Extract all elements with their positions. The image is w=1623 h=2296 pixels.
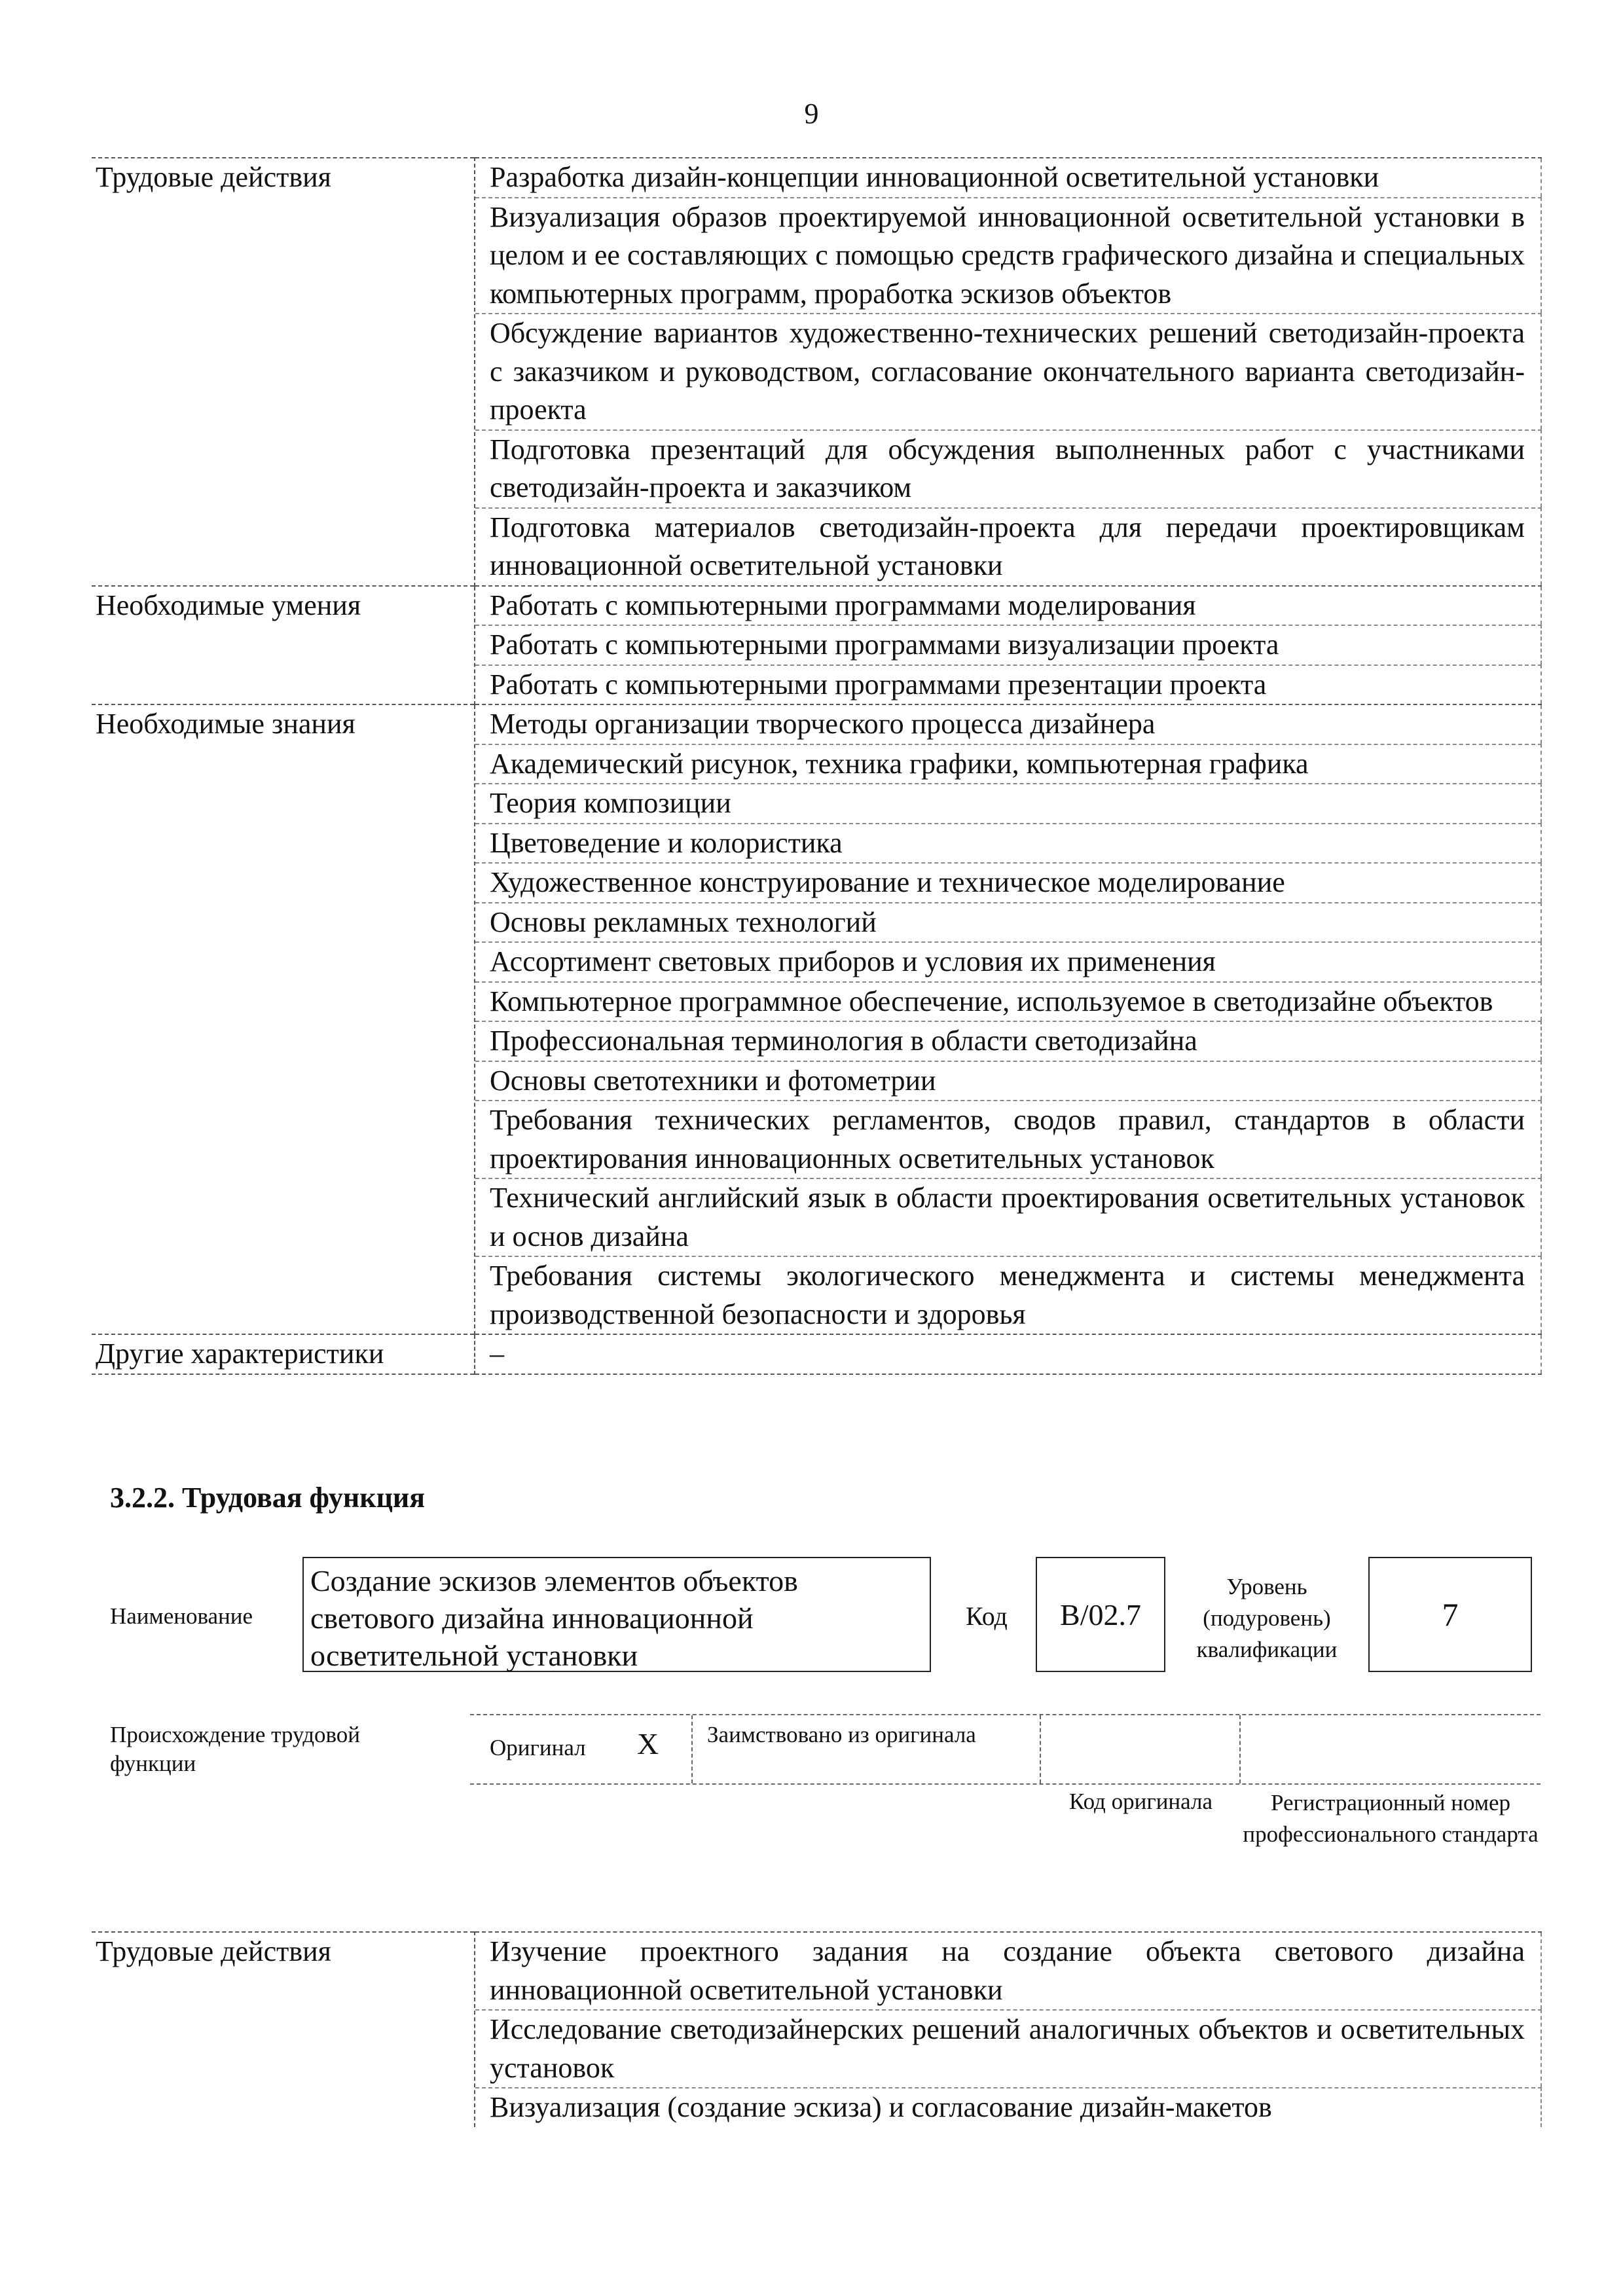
code-label: Код	[966, 1601, 1008, 1631]
code-original-cell	[1041, 1715, 1241, 1783]
row-heading: Другие характеристики	[92, 1334, 475, 1374]
level-label: Уровень (подуровень) квалификации	[1196, 1574, 1338, 1662]
list-item: Требования технических регламентов, сводов правил, стандартов в области проектирования инновационных осветительных установок	[475, 1100, 1542, 1178]
list-item: Методы организации творческого процесса дизайнера	[475, 705, 1542, 744]
row-items	[475, 1932, 1542, 2127]
borrowed-label: Заимствовано из оригинала	[707, 1722, 976, 1747]
table-row	[92, 1932, 1542, 2127]
reg-number-cell	[1241, 1715, 1541, 1783]
list-item: Основы рекламных технологий	[475, 902, 1542, 942]
list-item: Работать с компьютерными программами моделирования	[475, 587, 1542, 625]
list-item: Визуализация (создание эскиза) и согласование дизайн-макетов	[475, 2087, 1542, 2127]
original-cell	[470, 1715, 693, 1783]
code-box: B/02.7	[1036, 1557, 1165, 1672]
list-item: Требования системы экологического менеджмента и системы менеджмента производственной безопасности и здоровья	[475, 1256, 1542, 1334]
original-mark: X	[637, 1727, 659, 1760]
reg-number-label: Регистрационный номер профессионального стандарта	[1243, 1790, 1539, 1847]
table-row	[92, 158, 1542, 586]
row-heading: Трудовые действия	[92, 1932, 475, 2127]
list-item: Подготовка материалов светодизайн-проекта для передачи проектировщикам инновационной осветительной установки	[475, 507, 1542, 585]
name-label: Наименование	[110, 1603, 253, 1629]
origin-label: Происхождение трудовой функции	[110, 1722, 361, 1776]
origin-row	[470, 1714, 1541, 1785]
level-box: 7	[1368, 1557, 1532, 1672]
row-heading: Трудовые действия	[92, 158, 475, 586]
function-name-box: Создание эскизов элементов объектов светового дизайна инновационной осветительной установки	[302, 1557, 931, 1672]
row-items	[475, 1334, 1542, 1374]
list-item: Художественное конструирование и техническое моделирование	[475, 862, 1542, 902]
table-row	[92, 1334, 1542, 1374]
list-item: Технический английский язык в области проектирования осветительных установок и основ дизайна	[475, 1178, 1542, 1256]
list-item: Обсуждение вариантов художественно-технических решений светодизайн-проекта с заказчиком и руководством, согласование окончательного варианта светодизайн-проекта	[475, 313, 1542, 429]
row-items	[475, 586, 1542, 705]
row-heading: Необходимые умения	[92, 586, 475, 705]
list-item: Основы светотехники и фотометрии	[475, 1061, 1542, 1101]
row-items	[475, 704, 1542, 1334]
table-row	[92, 704, 1542, 1334]
list-item: Разработка дизайн-концепции инновационной осветительной установки	[475, 158, 1542, 197]
list-item: Компьютерное программное обеспечение, используемое в светодизайне объектов	[475, 981, 1542, 1021]
code-original-label: Код оригинала	[1068, 1789, 1213, 1814]
list-item: Ассортимент световых приборов и условия их применения	[475, 941, 1542, 981]
list-item: Визуализация образов проектируемой инновационной осветительной установки в целом и ее составляющих с помощью средств графического дизайна и специальных компьютерных программ, проработка эскизов объектов	[475, 197, 1542, 314]
row-items	[475, 158, 1542, 586]
labor-function-table-1	[92, 157, 1542, 1375]
labor-function-table-2	[92, 1931, 1542, 2127]
table-row	[92, 586, 1542, 705]
list-item: Работать с компьютерными программами презентации проекта	[475, 665, 1542, 704]
list-item: Профессиональная терминология в области светодизайна	[475, 1021, 1542, 1061]
page-number: 9	[804, 98, 819, 130]
list-item: Подготовка презентаций для обсуждения выполненных работ с участниками светодизайн-проекта и заказчиком	[475, 429, 1542, 507]
section-title: 3.2.2. Трудовая функция	[110, 1482, 426, 1514]
list-item: Теория композиции	[475, 783, 1542, 823]
list-item: Цветоведение и колористика	[475, 823, 1542, 863]
borrowed-cell	[693, 1715, 1041, 1783]
list-item: Академический рисунок, техника графики, компьютерная графика	[475, 744, 1542, 784]
list-item: Исследование светодизайнерских решений аналогичных объектов и осветительных установок	[475, 2009, 1542, 2087]
list-item: –	[475, 1335, 1542, 1374]
list-item: Работать с компьютерными программами визуализации проекта	[475, 625, 1542, 665]
original-label: Оригинал	[490, 1735, 586, 1760]
row-heading: Необходимые знания	[92, 704, 475, 1334]
list-item: Изучение проектного задания на создание объекта светового дизайна инновационной осветительной установки	[475, 1933, 1542, 2009]
